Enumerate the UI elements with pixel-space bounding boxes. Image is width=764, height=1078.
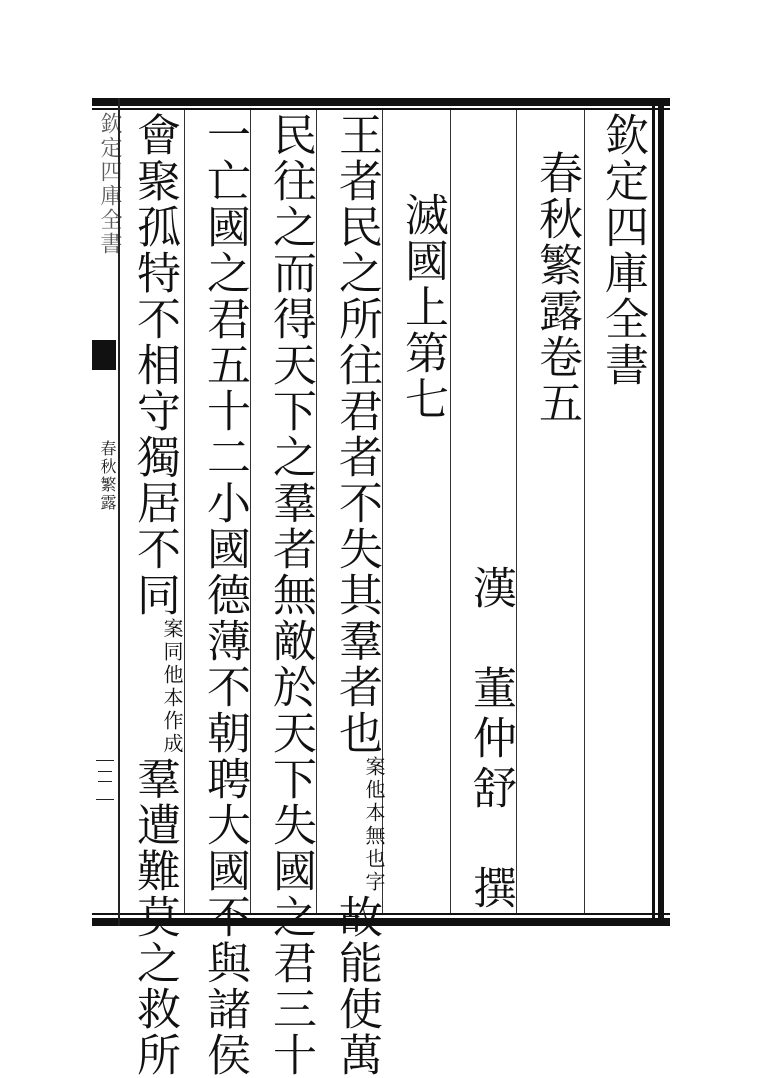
text-column-4	[124, 112, 184, 1078]
annotation-left: 無也字	[362, 825, 386, 894]
text-column-1-tail: 故能使萬	[331, 894, 382, 1078]
spine-page-number-mark	[96, 760, 114, 800]
spine-fishtail-mark	[92, 340, 116, 370]
section-title: 滅國上第七	[397, 192, 448, 422]
text-column-3: 一亡國之君五十二小國德薄不朝聘大國不與諸侯	[199, 112, 250, 1078]
text-column-1	[326, 112, 386, 1078]
top-border-rule	[92, 98, 670, 106]
author-line: 漢 董仲舒 撰	[465, 565, 516, 915]
text-column-1-main: 王者民之所往君者不失其羣者也	[331, 112, 382, 756]
collection-title: 欽定四庫全書	[597, 112, 648, 388]
annotation-right: 案他本	[362, 756, 386, 825]
right-border-rule	[658, 98, 664, 926]
column-divider	[184, 110, 185, 913]
chapter-title: 春秋繁露卷五	[531, 150, 582, 426]
spine-title: 欽定四庫全書	[97, 112, 122, 256]
annotation-left: 本作成	[160, 687, 184, 756]
annotation-right: 案同他	[160, 618, 184, 687]
spine-subtitle: 春秋繁露	[98, 440, 117, 512]
text-column-4-main: 會聚孤特不相守獨居不同	[129, 112, 180, 618]
right-border-rule-thin	[652, 98, 655, 926]
text-column-4-tail: 羣遭難莫之救所	[129, 756, 180, 1078]
text-column-2: 民往之而得天下之羣者無敵於天下失國之君三十	[265, 112, 316, 1078]
